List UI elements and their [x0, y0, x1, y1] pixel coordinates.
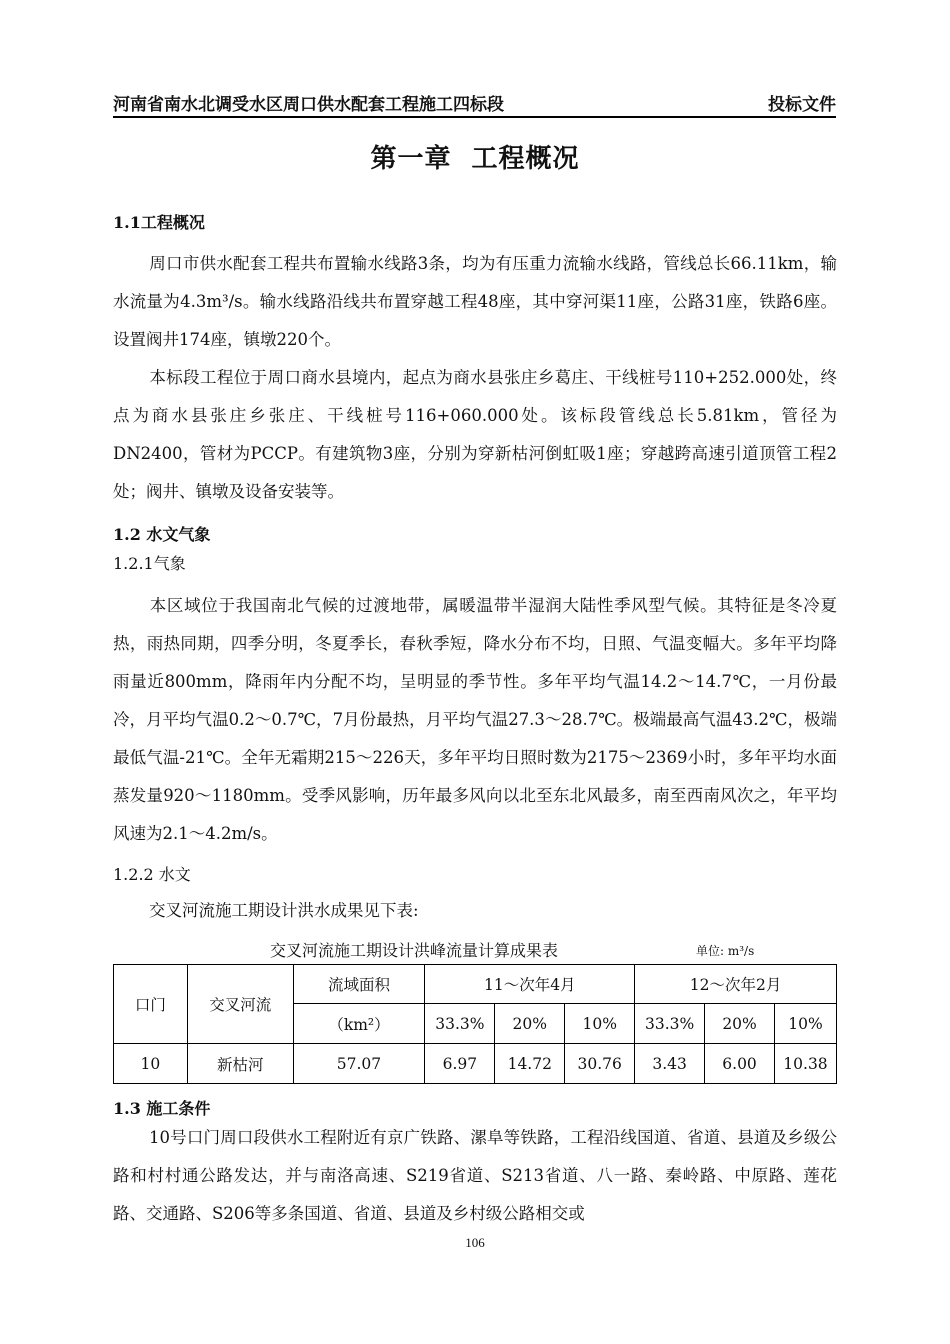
- header-gate: 口门: [114, 965, 188, 1044]
- paragraph-section-scope: [113, 359, 837, 511]
- header-area-unit: （km²）: [293, 1004, 425, 1044]
- cell-gate: 10: [114, 1044, 188, 1084]
- cell-value: 6.97: [425, 1044, 495, 1084]
- subsection-heading-1-2-2: 1.2.2 水文: [113, 865, 191, 884]
- freq-cell: 10%: [565, 1004, 635, 1044]
- freq-cell: 10%: [774, 1004, 836, 1044]
- header-period-1: 11～次年4月: [425, 965, 635, 1004]
- cell-value: 30.76: [565, 1044, 635, 1084]
- header-area: 流域面积: [293, 965, 425, 1004]
- freq-cell: 33.3%: [635, 1004, 705, 1044]
- section-heading-1-1: 1.1工程概况: [113, 213, 205, 232]
- table-row: [114, 1044, 837, 1084]
- header-doc-type: 投标文件: [768, 95, 836, 115]
- page-header: [113, 88, 836, 118]
- cell-value: 3.43: [635, 1044, 705, 1084]
- paragraph-section-scope-text: 本标段工程位于周口商水县境内，起点为商水县张庄乡葛庄、干线桩号110+252.000处，终点为商水县张庄乡张庄、干线桩号116+060.000处。该标段管线总长5.81km，管径为DN2400，管材为PCCP。有建筑物3座，分别为穿新枯河倒虹吸1座；穿越跨高速引道顶管工程2处；阀井、镇墩及设备安装等。: [113, 368, 837, 501]
- header-project-title: 河南省南水北调受水区周口供水配套工程施工四标段: [113, 95, 504, 115]
- cell-value: 14.72: [495, 1044, 565, 1084]
- subsection-heading-1-2-1: 1.2.1气象: [113, 554, 186, 573]
- freq-cell: 33.3%: [425, 1004, 495, 1044]
- section-heading-1-3: 1.3 施工条件: [113, 1099, 211, 1118]
- paragraph-construction-conditions-text: 10号口门周口段供水工程附近有京广铁路、漯阜等铁路，工程沿线国道、省道、县道及乡级公路和村村通公路发达，并与南洛高速、S219省道、S213省道、八一路、秦岭路、中原路、莲花路、交通路、S206等多条国道、省道、县道及乡村级公路相交或: [113, 1128, 837, 1223]
- cell-value: 10.38: [774, 1044, 836, 1084]
- paragraph-overview: [113, 245, 837, 359]
- cell-area: 57.07: [293, 1044, 425, 1084]
- header-river: 交叉河流: [187, 965, 293, 1044]
- paragraph-climate-text: 本区域位于我国南北气候的过渡地带，属暖温带半湿润大陆性季风型气候。其特征是冬冷夏热，雨热同期，四季分明，冬夏季长，春秋季短，降水分布不均，日照、气温变幅大。多年平均降雨量近800mm，降雨年内分配不均，呈明显的季节性。多年平均气温14.2～14.7℃，一月份最冷，月平均气温0.2～0.7℃，7月份最热，月平均气温27.3～28.7℃。极端最高气温43.2℃，极端最低气温-21℃。全年无霜期215～226天，多年平均日照时数为2175～2369小时，多年平均水面蒸发量920～1180mm。受季风影响，历年最多风向以北至东北风最多，南至西南风次之，年平均风速为2.1～4.2m/s。: [113, 596, 837, 843]
- paragraph-overview-text: 周口市供水配套工程共布置输水线路3条，均为有压重力流输水线路，管线总长66.11km，输水流量为4.3m³/s。输水线路沿线共布置穿越工程48座，其中穿河渠11座，公路31座，铁路6座。设置阀井174座，镇墩220个。: [113, 254, 837, 349]
- page-number: 106: [465, 1235, 485, 1250]
- table-unit: 单位: m³/s: [696, 944, 755, 958]
- paragraph-table-intro: [113, 892, 837, 930]
- cell-value: 6.00: [705, 1044, 775, 1084]
- header-period-2: 12～次年2月: [635, 965, 837, 1004]
- paragraph-construction-conditions: [113, 1119, 837, 1233]
- paragraph-table-intro-text: 交叉河流施工期设计洪水成果见下表:: [149, 901, 419, 920]
- table-caption: 交叉河流施工期设计洪峰流量计算成果表: [270, 941, 559, 960]
- flood-table: [113, 964, 837, 1084]
- section-heading-1-2: 1.2 水文气象: [113, 525, 211, 544]
- table-header-row: [114, 965, 837, 1004]
- cell-river: 新枯河: [187, 1044, 293, 1084]
- freq-cell: 20%: [705, 1004, 775, 1044]
- paragraph-climate: [113, 587, 837, 853]
- chapter-title: 第一章 工程概况: [370, 144, 580, 174]
- freq-cell: 20%: [495, 1004, 565, 1044]
